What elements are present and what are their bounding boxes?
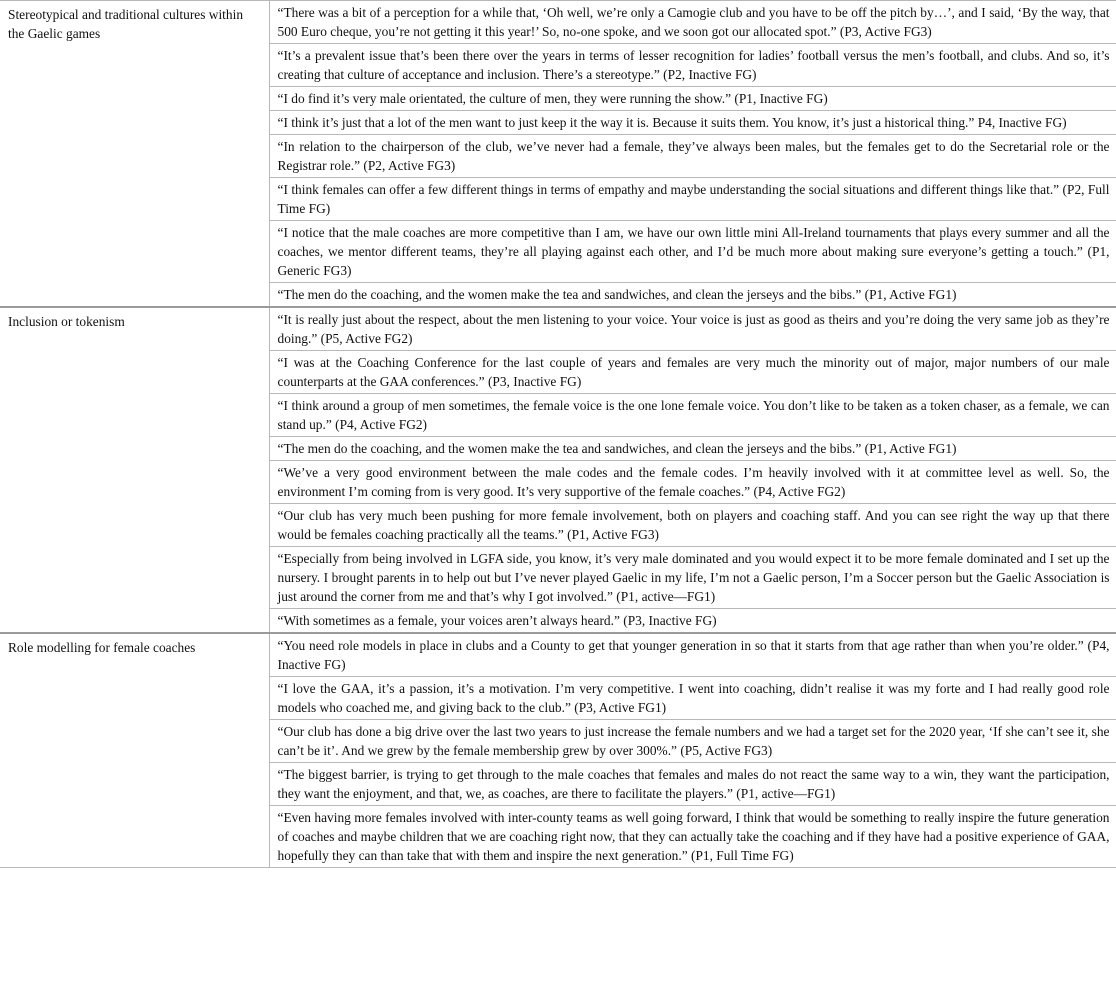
theme-label: Inclusion or tokenism — [0, 307, 269, 633]
quote-cell: “In relation to the chairperson of the club, we’ve never had a female, they’ve always been males, but the females get to do the Secretarial role or the Registrar role.” (P2, Active FG3) — [269, 135, 1116, 178]
quote-cell: “There was a bit of a perception for a while that, ‘Oh well, we’re only a Camogie club and you have to be off the pitch by…’, and I said, ‘By the way, that 500 Euro cheque, you’re not getting it this year!’ So, no-one spoke, and we soon got our allocated spot.” (P3, Active FG3) — [269, 1, 1116, 44]
quote-cell: “We’ve a very good environment between the male codes and the female codes. I’m heavily involved with it at committee level as well. So, the environment I’m coming from is very good. It’s very supportive of the female coaches.” (P4, Active FG2) — [269, 461, 1116, 504]
quote-cell: “I was at the Coaching Conference for the last couple of years and females are very much the minority out of major, major numbers of our male counterparts at the GAA conferences.” (P3, Inactive FG) — [269, 351, 1116, 394]
quote-cell: “Our club has very much been pushing for more female involvement, both on players and coaching staff. And you can see right the way up that there would be females coaching practically all the teams.” (P1, Active FG3) — [269, 504, 1116, 547]
quote-cell: “Our club has done a big drive over the last two years to just increase the female numbers and we had a target set for the 2020 year, ‘If she can’t see it, she can’t be it’. And we grew by the female membership grew by over 300%.” (P5, Active FG3) — [269, 720, 1116, 763]
quote-cell: “Even having more females involved with inter-county teams as well going forward, I think that would be something to really inspire the future generation of coaches and maybe children that we are coaching right now, that they can actually take the coaching and if they have had a positive experience of GAA, hopefully they can than take that with them and inspire the next generation.” (P1, Full Time FG) — [269, 806, 1116, 868]
theme-label: Stereotypical and traditional cultures within the Gaelic games — [0, 1, 269, 308]
quote-row — [0, 307, 1116, 351]
quote-cell: “I think it’s just that a lot of the men want to just keep it the way it is. Because it suits them. You know, it’s just a historical thing.” P4, Inactive FG) — [269, 111, 1116, 135]
quote-cell: “I love the GAA, it’s a passion, it’s a motivation. I’m very competitive. I went into coaching, didn’t realise it was my forte and I had really good role models who coached me, and giving back to the club.” (P3, Active FG1) — [269, 677, 1116, 720]
quote-cell: “The biggest barrier, is trying to get through to the male coaches that females and males do not react the same way to a win, they want the participation, they want the enjoyment, and that, we, as coaches, are there to facilitate the players.” (P1, active—FG1) — [269, 763, 1116, 806]
quote-cell: “Especially from being involved in LGFA side, you know, it’s very male dominated and you would expect it to be more female dominated and I set up the nursery. I brought parents in to help out but I’ve never played Gaelic in my life, I’m not a Gaelic person, I’m a Soccer person but the Gaelic Association is just around the corner from me and that’s why I got involved.” (P1, active—FG1) — [269, 547, 1116, 609]
quote-cell: “You need role models in place in clubs and a County to get that younger generation in so that it starts from that age rather than when you’re older.” (P4, Inactive FG) — [269, 633, 1116, 677]
quotes-table-body — [0, 1, 1116, 868]
theme-label: Role modelling for female coaches — [0, 633, 269, 868]
quote-cell: “The men do the coaching, and the women make the tea and sandwiches, and clean the jerseys and the bibs.” (P1, Active FG1) — [269, 283, 1116, 308]
quote-cell: “It’s a prevalent issue that’s been there over the years in terms of lesser recognition for ladies’ football versus the men’s football, and clubs. And so, it’s creating that culture of acceptance and inclusion. There’s a stereotype.” (P2, Inactive FG) — [269, 44, 1116, 87]
quote-cell: “I do find it’s very male orientated, the culture of men, they were running the show.” (P1, Inactive FG) — [269, 87, 1116, 111]
quote-cell: “The men do the coaching, and the women make the tea and sandwiches, and clean the jerseys and the bibs.” (P1, Active FG1) — [269, 437, 1116, 461]
quote-row — [0, 1, 1116, 44]
quote-cell: “I think around a group of men sometimes, the female voice is the one lone female voice. You don’t like to be taken as a token chaser, as a female, we can stand up.” (P4, Active FG2) — [269, 394, 1116, 437]
quote-cell: “I notice that the male coaches are more competitive than I am, we have our own little mini All-Ireland tournaments that plays every summer and all the coaches, we mentor different teams, they’re all playing against each other, and I’d be much more about making sure everyone’s getting a touch.” (P1, Generic FG3) — [269, 221, 1116, 283]
quote-cell: “With sometimes as a female, your voices aren’t always heard.” (P3, Inactive FG) — [269, 609, 1116, 634]
quote-cell: “I think females can offer a few different things in terms of empathy and maybe understanding the social situations and different things like that.” (P2, Full Time FG) — [269, 178, 1116, 221]
quote-row — [0, 633, 1116, 677]
quote-cell: “It is really just about the respect, about the men listening to your voice. Your voice is just as good as theirs and you’re doing the very same job as they’re doing.” (P5, Active FG2) — [269, 307, 1116, 351]
